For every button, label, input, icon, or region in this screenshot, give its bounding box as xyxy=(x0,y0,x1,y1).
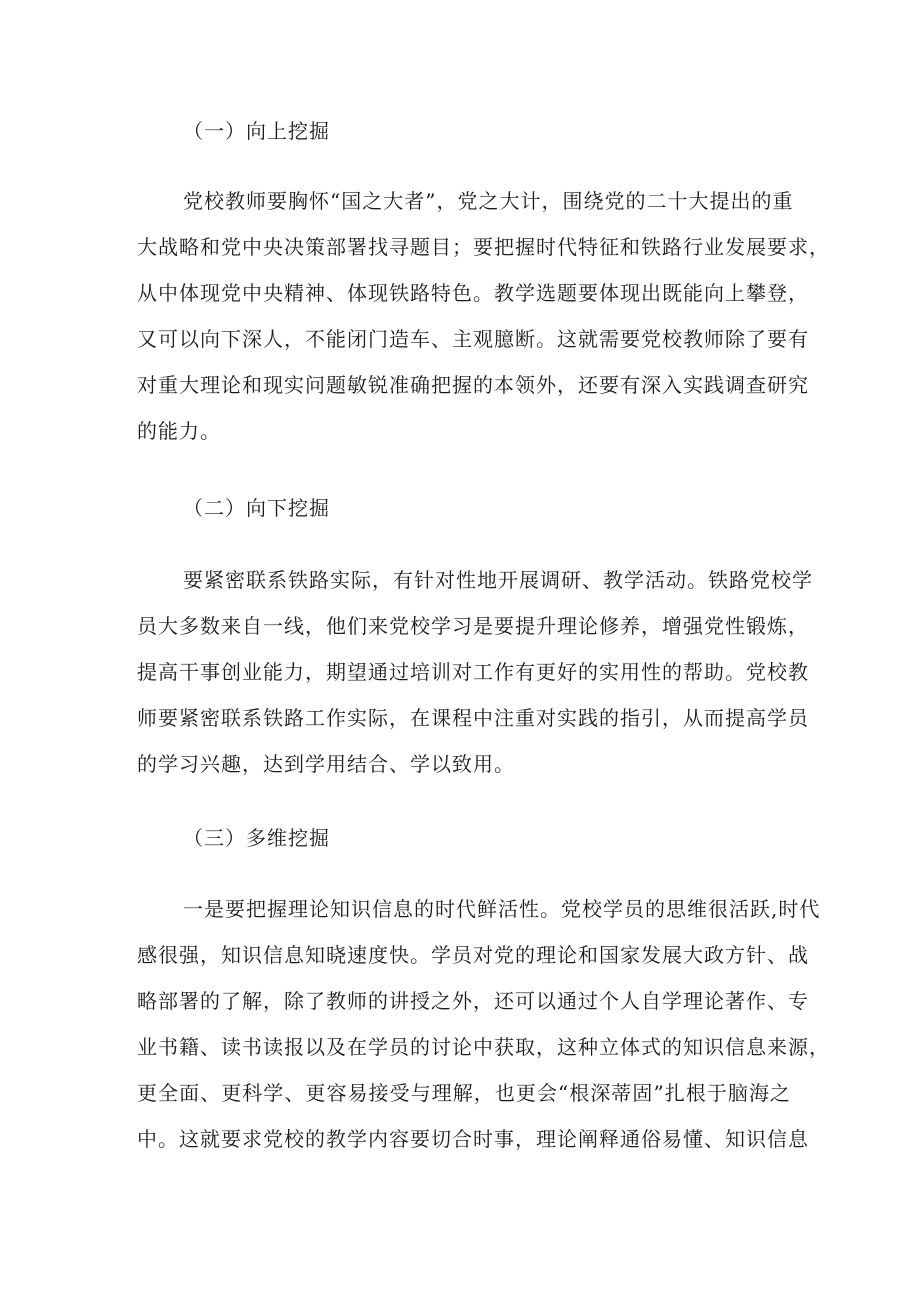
text-line: 中。这就要求党校的教学内容要切合时事，理论阐释通俗易懂、知识信息 xyxy=(137,1127,809,1151)
text-line: 的学习兴趣，达到学用结合、学以致用。 xyxy=(137,752,515,776)
section-heading-1: （一）向上挖掘 xyxy=(183,119,330,143)
text-line: 更全面、更科学、更容易接受与理解，也更会“根深蒂固”扎根于脑海之 xyxy=(137,1081,791,1105)
section-body-3 xyxy=(137,886,830,1162)
text-line: 略部署的了解，除了教师的讲授之外，还可以通过个人自学理论著作、专 xyxy=(137,989,809,1013)
text-line: 的能力。 xyxy=(137,419,221,443)
text-line: 要紧密联系铁路实际，有针对性地开展调研、教学活动。铁路党校学 xyxy=(183,568,813,592)
section-body-1 xyxy=(137,178,830,454)
text-line: 感很强，知识信息知晓速度快。学员对党的理论和国家发展大政方针、战 xyxy=(137,943,809,967)
text-line: 业书籍、读书读报以及在学员的讨论中获取，这种立体式的知识信息来源， xyxy=(137,1035,830,1059)
section-body-2 xyxy=(137,557,813,787)
text-line: 员大多数来自一线，他们来党校学习是要提升理论修养，增强党性锻炼， xyxy=(137,614,809,638)
text-line: 又可以向下深人，不能闭门造车、主观臆断。这就需要党校教师除了要有 xyxy=(137,327,809,351)
text-line: 大战略和党中央决策部署找寻题目；要把握时代特征和铁路行业发展要求， xyxy=(137,235,830,259)
text-line: 党校教师要胸怀“国之大者”，党之大计，围绕党的二十大提出的重 xyxy=(183,189,794,213)
text-line: 从中体现党中央精神、体现铁路特色。教学选题要体现出既能向上攀登， xyxy=(137,281,809,305)
section-heading-2: （二）向下挖掘 xyxy=(183,496,330,520)
text-line: 师要紧密联系铁路工作实际，在课程中注重对实践的指引，从而提高学员 xyxy=(137,706,809,730)
text-line: 对重大理论和现实问题敏锐准确把握的本领外，还要有深入实践调查研究 xyxy=(137,373,809,397)
text-line: 提高干事创业能力，期望通过培训对工作有更好的实用性的帮助。党校教 xyxy=(137,660,809,684)
section-heading-3: （三）多维挖掘 xyxy=(183,826,330,850)
text-line: 一是要把握理论知识信息的时代鲜活性。党校学员的思维很活跃,时代 xyxy=(183,897,821,921)
